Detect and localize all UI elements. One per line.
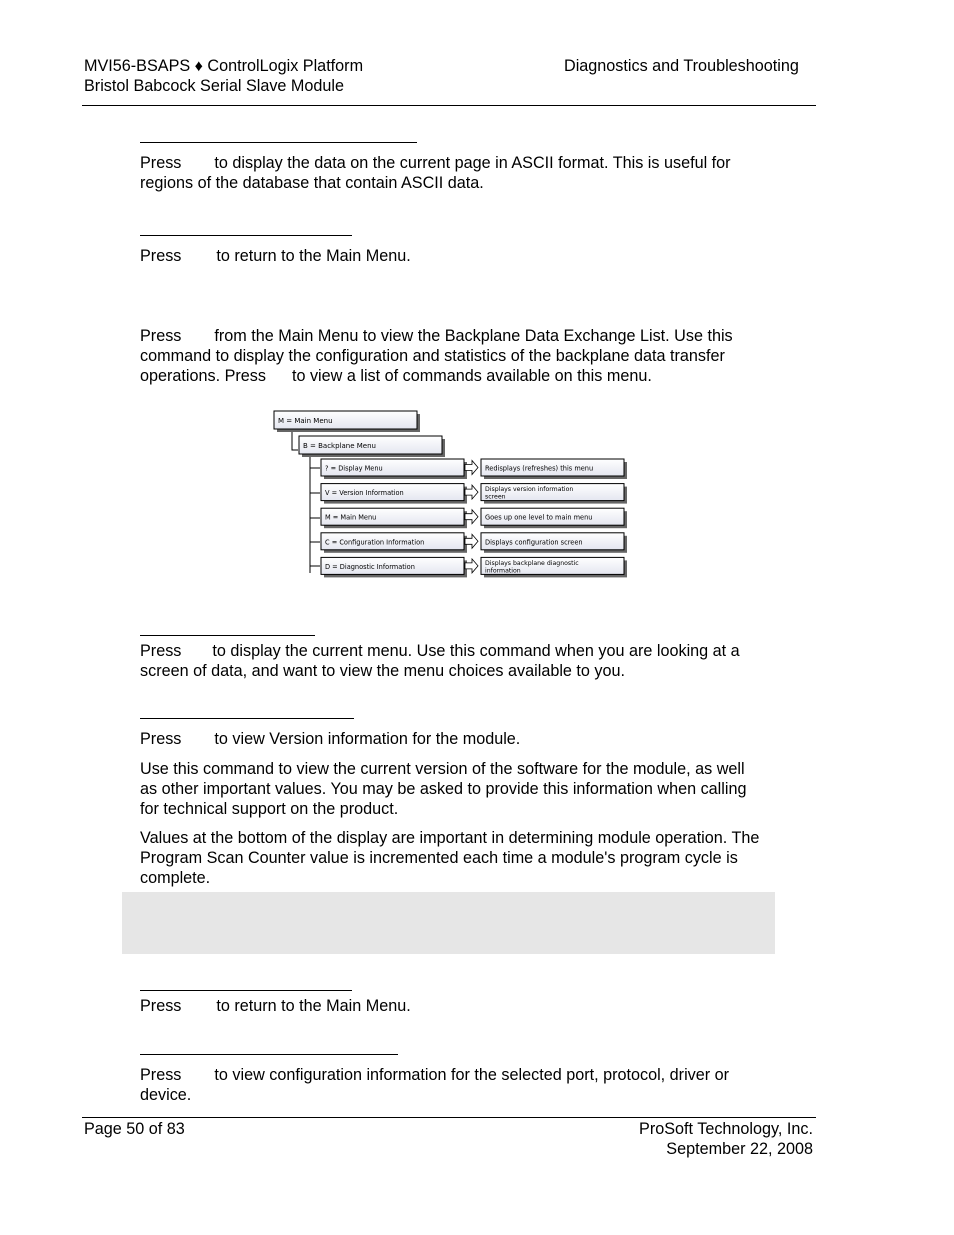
diagram-submenu-box (299, 436, 445, 457)
header-section: Diagnostics and Troubleshooting (564, 57, 799, 75)
diagram-row (321, 484, 627, 504)
header-line-1: MVI56-BSAPS ♦ ControlLogix Platform (84, 57, 364, 75)
heading-rule-config (140, 1054, 398, 1055)
diagram-root-box (274, 411, 420, 432)
footer-date: September 22, 2008 (666, 1139, 813, 1158)
diagram-row (321, 557, 627, 577)
diagram-item-desc: Redisplays (refreshes) this menu (485, 464, 594, 473)
heading-rule-main-1 (140, 235, 352, 236)
main-menu-paragraph-2: Press to return to the Main Menu. (140, 997, 411, 1015)
ascii-paragraph: Press to display the data on the current page in ASCII format. This is useful for regions of the database that contain ASCII data. (140, 154, 731, 192)
heading-rule-main-2 (140, 990, 352, 991)
footer-divider (82, 1117, 816, 1118)
diagram-item-label: C = Configuration Information (325, 538, 425, 547)
heading-rule-redisplay (140, 635, 315, 636)
diagram-item-desc: Displays configuration screen (485, 538, 583, 547)
diagram-row (321, 459, 627, 479)
diagram-items (321, 459, 627, 577)
version-paragraph-2: Use this command to view the current version of the software for the module, as well as other important values. You may be asked to provide this information when calling for technical support on the product. (140, 760, 747, 818)
config-paragraph: Press to view configuration information for the selected port, protocol, driver or device. (140, 1066, 730, 1104)
main-menu-paragraph-1: Press to return to the Main Menu. (140, 247, 411, 265)
diagram-root-label: M = Main Menu (278, 417, 333, 425)
footer-company-name: ProSoft Technology, Inc. (639, 1120, 813, 1138)
diagram-item-desc: Displays version information screen (485, 486, 574, 501)
version-paragraph-1: Press to view Version information for the module. (140, 730, 521, 748)
footer-company (500, 1120, 813, 1159)
diagram-item-desc: Goes up one level to main menu (485, 513, 593, 522)
header-title (84, 57, 363, 96)
diagram-item-label: D = Diagnostic Information (325, 562, 415, 571)
diagram-row (321, 508, 627, 528)
diagram-item-label: ? = Display Menu (325, 464, 383, 473)
diagram-item-desc: Displays backplane diagnostic information (485, 559, 579, 575)
note-box (122, 892, 775, 954)
backplane-paragraph: Press from the Main Menu to view the Backplane Data Exchange List. Use this command to display the configuration and statistics of the backplane data transfer operations. Press to view a list of commands available on this menu. (140, 327, 733, 385)
header-divider (82, 105, 816, 106)
diagram-item-label: V = Version Information (325, 489, 404, 498)
header-line-2: Bristol Babcock Serial Slave Module (84, 76, 345, 95)
diagram-row (321, 533, 627, 553)
redisplay-paragraph: Press to display the current menu. Use this command when you are looking at a screen of data, and want to view the menu choices available to you. (140, 642, 740, 680)
diagram-submenu-label: B = Backplane Menu (303, 442, 376, 450)
footer-page-number: Page 50 of 83 (84, 1120, 185, 1138)
heading-rule-ascii (140, 142, 417, 143)
diagram-item-label: M = Main Menu (325, 513, 377, 522)
version-paragraph-3: Values at the bottom of the display are important in determining module operation. The Program Scan Counter value is incremented each time a module's program cycle is complete. (140, 829, 760, 887)
heading-rule-version (140, 718, 354, 719)
backplane-menu-diagram (272, 408, 632, 584)
